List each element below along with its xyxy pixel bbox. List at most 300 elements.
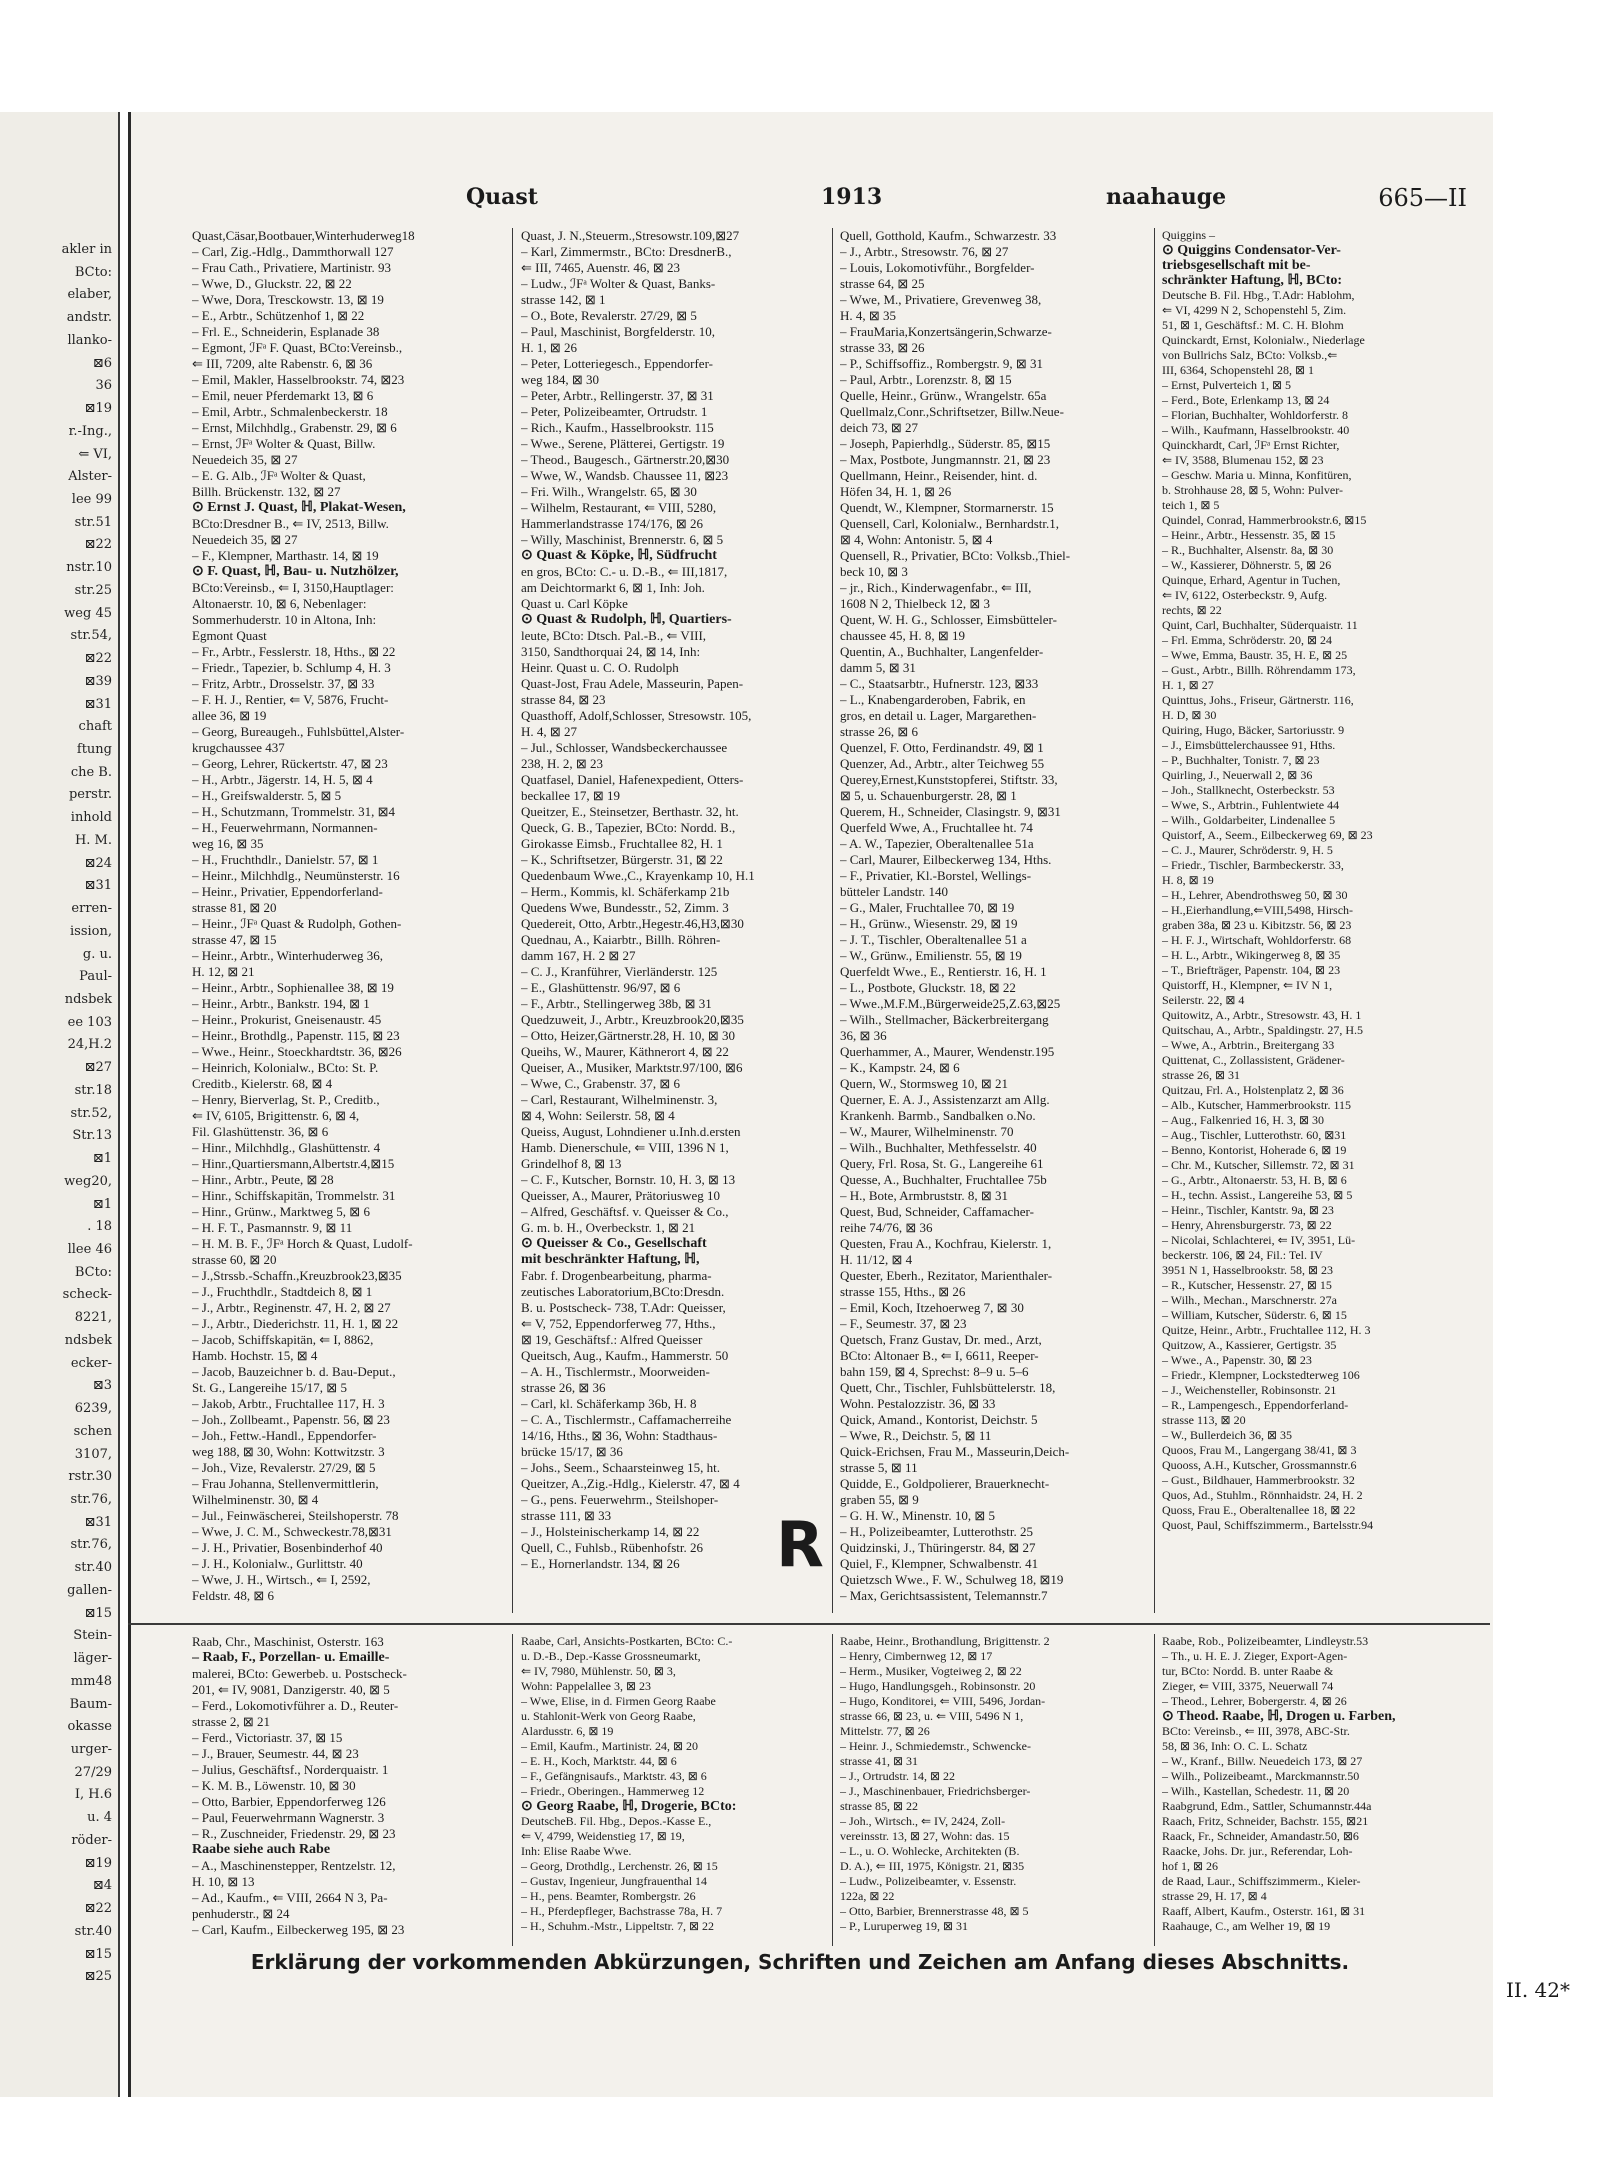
directory-entry: – Joh., Zollbeamt., Papenstr. 56, ⊠ 23 [192,1412,390,1427]
prev-page-fragment: . 18 [87,1219,112,1235]
directory-entry: Mittelstr. 77, ⊠ 26 [840,1724,930,1738]
directory-entry: – Florian, Buchhalter, Wohldorferstr. 8 [1162,408,1348,422]
directory-entry: Neuedeich 35, ⊠ 27 [192,452,298,467]
directory-entry: – Wilhelm, Restaurant, ⇐ VIII, 5280, [521,500,717,515]
directory-entry: de Raad, Laur., Schiffszimmerm., Kieler- [1162,1874,1361,1888]
column-rule [1154,1634,1155,1946]
directory-entry: Quietzsch Wwe., F. W., Schulweg 18, ⊠19 [840,1572,1064,1587]
directory-entry: – H., Greifswalderstr. 5, ⊠ 5 [192,788,342,803]
directory-entry: ⇐ VI, 4299 N 2, Schopenstehl 5, Zim. [1162,303,1347,317]
prev-page-fragment: str.51 [74,514,112,530]
directory-entry: Quesse, A., Buchhalter, Fruchtallee 75b [840,1172,1047,1187]
directory-entry: Querhammer, A., Maurer, Wendenstr.195 [840,1044,1055,1059]
directory-entry: – Hinr., Grünw., Marktweg 5, ⊠ 6 [192,1204,370,1219]
directory-entry: Quendt, W., Klempner, Stormarnerstr. 15 [840,500,1054,515]
directory-entry: Quidzinski, J., Thüringerstr. 84, ⊠ 27 [840,1540,1036,1555]
directory-entry: strasse 26, ⊠ 6 [840,724,919,739]
directory-entry: Heinr. Quast u. C. O. Rudolph [521,660,679,675]
directory-entry: Quentin, A., Buchhalter, Langenfelder- [840,644,1044,659]
prev-page-fragment: g. u. [82,946,112,962]
directory-entry: Quednau, A., Kaiarbtr., Billh. Röhren- [521,932,721,947]
directory-entry: Quellmalz,Conr.,Schriftsetzer, Billw.Neue- [840,404,1064,419]
prev-page-fragment: str.40 [74,1560,112,1576]
directory-entry: Quoos, Frau M., Langergang 38/41, ⊠ 3 [1162,1443,1357,1457]
running-head [131,112,1493,212]
directory-entry: – Carl, kl. Schäferkamp 36b, H. 8 [521,1396,697,1411]
directory-entry: – Peter, Lotteriegesch., Eppendorfer- [521,356,713,371]
column-rule [1154,228,1155,1613]
directory-entry: strasse 113, ⊠ 20 [1162,1413,1246,1427]
directory-entry: Quast u. Carl Köpke [521,596,628,611]
directory-entry: – Jacob, Bauzeichner b. d. Bau-Deput., [192,1364,396,1379]
directory-entry: Quistorff, H., Klempner, ⇐ IV N 1, [1162,978,1333,992]
directory-entry: – R., Zuschneider, Friedenstr. 29, ⊠ 23 [192,1826,396,1841]
directory-entry: – A. H., Tischlermstr., Moorweiden- [521,1364,710,1379]
directory-entry: – Carl, Zig.-Hdlg., Dammthorwall 127 [192,244,394,259]
directory-entry: – H., Schutzmann, Trommelstr. 31, ⊠4 [192,804,396,819]
directory-entry: – Wilh., Kastellan, Schedestr. 11, ⊠ 20 [1162,1784,1350,1798]
directory-entry: – Heinrich, Kolonialw., BCto: St. P. [192,1060,379,1075]
directory-entry: – Wwe, W., Wandsb. Chaussee 11, ⊠23 [521,468,729,483]
directory-entry: – J., Ortrudstr. 14, ⊠ 22 [840,1769,956,1783]
abbreviation-note: Erklärung der vorkommenden Abkürzungen, Schriften und Zeichen am Anfang dieses Abschnitts. [250,1950,1350,1974]
directory-entry: – Wwe, D., Gluckstr. 22, ⊠ 22 [192,276,352,291]
directory-entry: rechts, ⊠ 22 [1162,603,1222,617]
directory-entry: – W., Kassierer, Döhnerstr. 5, ⊠ 26 [1162,558,1332,572]
directory-entry: – Emil, neuer Pferdemarkt 13, ⊠ 6 [192,388,374,403]
directory-entry: – Carl, Kaufm., Eilbeckerweg 195, ⊠ 23 [192,1922,405,1937]
directory-entry: H. 4, ⊠ 35 [840,308,897,323]
directory-entry: Quiggins – [1162,228,1216,242]
directory-entry: – Wwe, C., Grabenstr. 37, ⊠ 6 [521,1076,681,1091]
directory-entry: – J., Weichensteller, Robinsonstr. 21 [1162,1383,1337,1397]
prev-page-fragment: ⊠6 [92,355,112,371]
directory-entry: Quent, W. H. G., Schlosser, Eimsbütteler- [840,612,1057,627]
prev-page-fragment: str.40 [74,1923,112,1939]
prev-page-fragment: str.54, [70,628,112,644]
directory-entry: ⊙ Quast & Köpke, ℍ, Südfrucht [521,548,717,563]
directory-entry: H. 12, ⊠ 21 [192,964,255,979]
directory-entry: Quooss, A.H., Kutscher, Grossmannstr.6 [1162,1458,1357,1472]
directory-entry: – L., Postbote, Gluckstr. 18, ⊠ 22 [840,980,1016,995]
directory-entry: – Heinr., Prokurist, Gneisenaustr. 45 [192,1012,382,1027]
directory-entry: – F., Privatier, Kl.-Borstel, Wellings- [840,868,1032,883]
directory-entry: – Alfred, Geschäftsf. v. Queisser & Co., [521,1204,729,1219]
directory-entry: – Rich., Kaufm., Hasselbrookstr. 115 [521,420,714,435]
directory-entry: – H., Arbtr., Jägerstr. 14, H. 5, ⊠ 4 [192,772,373,787]
directory-entry: – J. H., Kolonialw., Gurlittstr. 40 [192,1556,363,1571]
directory-entry: – Heinr., Milchhdlg., Neumünsterstr. 16 [192,868,400,883]
prev-page-fragment: Paul- [79,969,112,985]
directory-entry: – Friedr., Oberingen., Hammerweg 12 [521,1784,705,1798]
directory-entry: – J., Arbtr., Reginenstr. 47, H. 2, ⊠ 27 [192,1300,391,1315]
directory-entry: – H., Polizeibeamter, Lutterothstr. 25 [840,1524,1033,1539]
directory-entry: – Geschw. Maria u. Minna, Konfitüren, [1162,468,1352,482]
directory-entry: Zieger, ⇐ VIII, 3375, Neuerwall 74 [1162,1679,1334,1693]
directory-entry: – R., Buchhalter, Alsenstr. 8a, ⊠ 30 [1162,543,1334,557]
directory-entry: – Peter, Arbtr., Rellingerstr. 37, ⊠ 31 [521,388,714,403]
directory-entry: – Otto, Barbier, Brennerstrasse 48, ⊠ 5 [840,1904,1029,1918]
directory-entry: en gros, BCto: C.- u. D.-B., ⇐ III,1817, [521,564,728,579]
directory-entry: – O., Bote, Revalerstr. 27/29, ⊠ 5 [521,308,697,323]
directory-entry: – Chr. M., Kutscher, Sillemstr. 72, ⊠ 31 [1162,1158,1355,1172]
prev-page-fragment: str.76, [70,1537,112,1553]
directory-entry: teich 1, ⊠ 5 [1162,498,1220,512]
directory-entry: Query, Frl. Rosa, St. G., Langereihe 61 [840,1156,1044,1171]
directory-entry: Quinttus, Johs., Friseur, Gärtnerstr. 116, [1162,693,1354,707]
directory-entry: – E. H., Koch, Marktstr. 44, ⊠ 6 [521,1754,677,1768]
directory-entry: – Emil, Koch, Itzehoerweg 7, ⊠ 30 [840,1300,1024,1315]
directory-entry: Hammerlandstrasse 174/176, ⊠ 26 [521,516,704,531]
prev-page-fragment: r.-Ing., [68,423,112,439]
directory-entry: – Heinr., Arbtr., Hessenstr. 35, ⊠ 15 [1162,528,1336,542]
directory-entry: – Heinr., Brothdlg., Papenstr. 115, ⊠ 23 [192,1028,400,1043]
prev-page-fragment: urger- [70,1742,112,1757]
directory-entry: – G., Arbtr., Altonaerstr. 53, H. B, ⊠ 6 [1162,1173,1347,1187]
prev-page-fragment: ee 103 [67,1014,112,1030]
prev-page-fragment: elaber, [67,287,112,303]
directory-entry: – Wwe., Heinr., Stoeckhardtstr. 36, ⊠26 [192,1044,402,1059]
directory-entry: Quitschau, A., Arbtr., Spaldingstr. 27, H.5 [1162,1023,1363,1037]
directory-entry: – F., Klempner, Marthastr. 14, ⊠ 19 [192,548,379,563]
directory-entry: Quell, C., Fuhlsb., Rübenhofstr. 26 [521,1540,704,1555]
directory-entry: Quitowitz, A., Arbtr., Stresowstr. 43, H. 1 [1162,1008,1362,1022]
directory-entry: – Friedr., Tischler, Barmbeckerstr. 33, [1162,858,1344,872]
directory-entry: 122a, ⊠ 22 [840,1889,895,1903]
directory-entry: Raabe, Rob., Polizeibeamter, Lindleystr.53 [1162,1634,1369,1648]
directory-entry: – Heinr. J., Schmiedemstr., Schwencke- [840,1739,1031,1753]
directory-entry: ⇐ IV, 6122, Osterbeckstr. 9, Aufg. [1162,588,1328,602]
directory-entry: strasse 85, ⊠ 22 [840,1799,919,1813]
directory-entry: – Johs., Seem., Schaarsteinweg 15, ht. [521,1460,720,1475]
prev-page-fragment: ⊠15 [84,1605,112,1621]
directory-entry: – F., Seumestr. 37, ⊠ 23 [840,1316,967,1331]
directory-entry: – H., Pferdepfleger, Bachstrasse 78a, H. 7 [521,1904,723,1918]
directory-entry: – Frau Johanna, Stellenvermittlerin, [192,1476,379,1491]
directory-entry: – Ernst, Milchhdlg., Grabenstr. 29, ⊠ 6 [192,420,397,435]
directory-entry: Querey,Ernest,Kunststopferei, Stiftstr. 33, [840,772,1058,787]
directory-entry: Egmont Quast [192,628,267,643]
directory-entry: – P., Schiffsoffiz., Rombergstr. 9, ⊠ 31 [840,356,1044,371]
directory-entry: – J., Maschinenbauer, Friedrichsberger- [840,1784,1031,1798]
directory-entry: – H., Schuhm.-Mstr., Lippeltstr. 7, ⊠ 22 [521,1919,715,1933]
directory-entry: – Joh., Vize, Revalerstr. 27/29, ⊠ 5 [192,1460,376,1475]
directory-entry: Raahauge, C., am Welher 19, ⊠ 19 [1162,1919,1331,1933]
directory-entry: – H., Lehrer, Abendrothsweg 50, ⊠ 30 [1162,888,1348,902]
directory-entry: G. m. b. H., Overbeckstr. 1, ⊠ 21 [521,1220,696,1235]
directory-entry: – J., Brauer, Seumestr. 44, ⊠ 23 [192,1746,359,1761]
directory-entry: strasse 84, ⊠ 23 [521,692,606,707]
directory-entry: 201, ⇐ IV, 9081, Danzigerstr. 40, ⊠ 5 [192,1682,390,1697]
directory-entry: Feldstr. 48, ⊠ 6 [192,1588,275,1603]
directory-entry: strasse 26, ⊠ 36 [521,1380,606,1395]
directory-entry: – Hinr., Milchhdlg., Glashüttenstr. 4 [192,1140,381,1155]
directory-entry: Quedereit, Otto, Arbtr.,Hegestr.46,H3,⊠30 [521,916,744,931]
directory-entry: – T., Briefträger, Papenstr. 104, ⊠ 23 [1162,963,1341,977]
directory-entry: ⊙ Georg Raabe, ℍ, Drogerie, BCto: [521,1799,737,1814]
directory-entry: strasse 66, ⊠ 23, u. ⇐ VIII, 5496 N 1, [840,1709,1024,1723]
directory-entry: Raab, Chr., Maschinist, Osterstr. 163 [192,1634,384,1649]
directory-entry: – Ad., Kaufm., ⇐ VIII, 2664 N 3, Pa- [192,1890,388,1905]
prev-page-fragment: ⊠31 [84,1514,112,1530]
directory-entry: – Gustav, Ingenieur, Jungfrauenthal 14 [521,1874,708,1888]
directory-entry: ⊙ Quast & Rudolph, ℍ, Quartiers- [521,612,732,627]
prev-page-fragment: ⊠4 [92,1878,112,1894]
directory-entry: – J., Arbtr., Diederichstr. 11, H. 1, ⊠ 22 [192,1316,399,1331]
directory-entry: – Heinr., Tischler, Kantstr. 9a, ⊠ 23 [1162,1203,1334,1217]
directory-entry: Quatfasel, Daniel, Hafenexpedient, Otters- [521,772,744,787]
directory-entry: – Jul., Feinwäscherei, Steilshoperstr. 78 [192,1508,399,1523]
directory-entry: – H., Feuerwehrmann, Normannen- [192,820,378,835]
directory-entry: – E., Hornerlandstr. 134, ⊠ 26 [521,1556,680,1571]
directory-entry: – Emil, Arbtr., Schmalenbeckerstr. 18 [192,404,388,419]
directory-entry: 58, ⊠ 36, Inh: O. C. L. Schatz [1162,1739,1308,1753]
directory-entry: – Max, Gerichtsassistent, Telemannstr.7 [840,1588,1048,1603]
directory-entry: – Heinr., Arbtr., Sophienallee 38, ⊠ 19 [192,980,394,995]
directory-entry: – Ferd., Victoriastr. 37, ⊠ 15 [192,1730,343,1745]
columns_top-column-4 [1162,228,1452,1613]
directory-entry: Raabe siehe auch Rabe [192,1842,331,1857]
directory-entry: – Aug., Tischler, Lutterothstr. 60, ⊠31 [1162,1128,1347,1142]
columns_top-column-3 [840,228,1130,1613]
directory-entry: – Theod., Lehrer, Bobergerstr. 4, ⊠ 26 [1162,1694,1347,1708]
directory-entry: – Ferd., Lokomotivführer a. D., Reuter- [192,1698,399,1713]
directory-entry: ⇐ IV, 3588, Blumenau 152, ⊠ 23 [1162,453,1324,467]
directory-entry: H. 1, ⊠ 26 [521,340,578,355]
directory-entry: – Carl, Restaurant, Wilhelminenstr. 3, [521,1092,718,1107]
directory-entry: – L., u. O. Wohlecke, Architekten (B. [840,1844,1020,1858]
directory-entry: – Wwe, A., Arbtrin., Breitergang 33 [1162,1038,1335,1052]
directory-entry: strasse 155, Hths., ⊠ 26 [840,1284,966,1299]
directory-entry: – Theod., Baugesch., Gärtnerstr.20,⊠30 [521,452,730,467]
directory-entry: Krankenh. Barmb., Sandbalken o.No. [840,1108,1036,1123]
directory-entry: – Ferd., Bote, Erlenkamp 13, ⊠ 24 [1162,393,1330,407]
directory-entry: Quasthoff, Adolf,Schlosser, Stresowstr. 105, [521,708,752,723]
prev-page-fragment: u. 4 [87,1810,112,1826]
directory-entry: Altonaerstr. 10, ⊠ 6, Nebenlager: [192,596,367,611]
directory-entry: Quenzel, F. Otto, Ferdinandstr. 49, ⊠ 1 [840,740,1044,755]
prev-page-fragment: ⊠31 [84,878,112,894]
directory-entry: Quedzuweit, J., Arbtr., Kreuzbrook20,⊠35 [521,1012,744,1027]
prev-page-fragment: okasse [67,1719,112,1735]
directory-entry: H. 11/12, ⊠ 4 [840,1252,913,1267]
previous-page-edge [0,112,120,2097]
directory-entry: H. D, ⊠ 30 [1162,708,1217,722]
directory-entry: Wohn: Pappelallee 3, ⊠ 23 [521,1679,652,1693]
directory-entry: Raach, Fritz, Schneider, Bachstr. 155, ⊠21 [1162,1814,1369,1828]
columns_bottom-column-4 [1162,1634,1452,1946]
directory-entry: graben 38a, ⊠ 23 u. Kibitzstr. 56, ⊠ 23 [1162,918,1352,932]
directory-entry: – Wwe., Serene, Plätterei, Gertigstr. 19 [521,436,725,451]
directory-entry: – Ernst, ℐFᵃ Wolter & Quast, Billw. [192,436,376,451]
prev-page-fragment: ⊠24 [84,855,112,871]
directory-entry: – L., Knabengarderoben, Fabrik, en [840,692,1026,707]
directory-entry: – J.,Strssb.-Schaffn.,Kreuzbrook23,⊠35 [192,1268,402,1283]
directory-entry: Quern, W., Stormsweg 10, ⊠ 21 [840,1076,1008,1091]
directory-entry: Raacke, Johs. Dr. jur., Referendar, Loh- [1162,1844,1353,1858]
directory-entry: hof 1, ⊠ 26 [1162,1859,1219,1873]
directory-entry: Queitsch, Aug., Kaufm., Hammerstr. 50 [521,1348,729,1363]
prev-page-fragment: str.76, [70,1492,112,1507]
directory-entry: – Nicolai, Schlachterei, ⇐ IV, 3951, Lü- [1162,1233,1356,1247]
directory-entry: Quast,Cäsar,Bootbauer,Winterhuderweg18 [192,228,415,243]
directory-entry: – Wilh., Goldarbeiter, Lindenallee 5 [1162,813,1336,827]
directory-entry: – Frl. E., Schneiderin, Esplanade 38 [192,324,380,339]
directory-entry: – Wilh., Mechan., Marschnerstr. 27a [1162,1293,1337,1307]
prev-page-fragment: Stein- [73,1628,112,1644]
directory-entry: – Th., u. H. E. J. Zieger, Export-Agen- [1162,1649,1348,1663]
directory-entry: – Hinr., Arbtr., Peute, ⊠ 28 [192,1172,334,1187]
columns_bottom-column-1 [192,1634,482,1946]
prev-page-fragment: llanko- [67,332,112,348]
directory-entry: strasse 81, ⊠ 20 [192,900,277,915]
directory-entry: – Friedr., Tapezier, b. Schlump 4, H. 3 [192,660,391,675]
directory-entry: – Wwe, R., Deichstr. 5, ⊠ 11 [840,1428,992,1443]
directory-entry: – C. F., Kutscher, Bornstr. 10, H. 3, ⊠ 13 [521,1172,736,1187]
directory-entry: – W., Bullerdeich 36, ⊠ 35 [1162,1428,1293,1442]
directory-entry: brücke 15/17, ⊠ 36 [521,1444,623,1459]
directory-entry: H. 8, ⊠ 19 [1162,873,1214,887]
directory-entry: damm 167, H. 2 ⊠ 27 [521,948,636,963]
section-divider [128,1623,1490,1625]
directory-entry: strasse 60, ⊠ 20 [192,1252,277,1267]
directory-entry: gros, en detail u. Lager, Margarethen- [840,708,1037,723]
directory-entry: Creditb., Kielerstr. 68, ⊠ 4 [192,1076,333,1091]
directory-entry: – F. H. J., Rentier, ⇐ V, 5876, Frucht- [192,692,389,707]
directory-entry: – William, Kutscher, Süderstr. 6, ⊠ 15 [1162,1308,1347,1322]
directory-entry: – Gust., Bildhauer, Hammerbrookstr. 32 [1162,1473,1355,1487]
directory-entry: ⊙ Ernst J. Quast, ℍ, Plakat-Wesen, [192,500,406,515]
prev-page-fragment: ⊠22 [84,1901,112,1917]
directory-entry: – Egmont, ℐFᵃ F. Quast, BCto:Vereinsb., [192,340,403,355]
prev-page-fragment: akler in [61,242,112,257]
directory-entry: Questen, Frau A., Kochfrau, Kielerstr. 1, [840,1236,1052,1251]
directory-entry: – Peter, Polizeibeamter, Ortrudstr. 1 [521,404,708,419]
directory-entry: am Deichtormarkt 6, ⊠ 1, Inh: Joh. [521,580,705,595]
directory-entry: – J., Fruchthdlr., Stadtdeich 8, ⊠ 1 [192,1284,373,1299]
columns_top-column-1 [192,228,482,1613]
prev-page-fragment: 3107, [74,1446,112,1462]
directory-entry: 51, ⊠ 1, Geschäftsf.: M. C. H. Blohm [1162,318,1344,332]
directory-entry: tur, BCto: Nordd. B. unter Raabe & [1162,1664,1334,1678]
directory-entry: – Henry, Ahrensburgerstr. 73, ⊠ 22 [1162,1218,1332,1232]
directory-entry: – Hugo, Handlungsgeh., Robinsonstr. 20 [840,1679,1036,1693]
directory-entry: ⊠ 4, Wohn: Seilerstr. 58, ⊠ 4 [521,1108,675,1123]
directory-entry: – Gust., Arbtr., Billh. Röhrendamm 173, [1162,663,1356,677]
directory-entry: Queiser, A., Musiker, Marktstr.97/100, ⊠6 [521,1060,743,1075]
prev-page-fragment: läger- [73,1651,112,1667]
directory-entry: Quester, Eberh., Rezitator, Marienthaler- [840,1268,1053,1283]
directory-entry: – Jul., Schlosser, Wandsbeckerchaussee [521,740,728,755]
directory-entry: – Henry, Cimbernweg 12, ⊠ 17 [840,1649,993,1663]
prev-page-fragment: ⊠22 [84,537,112,553]
directory-entry: Neuedeich 35, ⊠ 27 [192,532,298,547]
directory-entry: Querner, E. A. J., Assistenzarzt am Allg. [840,1092,1050,1107]
directory-entry: zeutisches Laboratorium,BCto:Dresdn. [521,1284,725,1299]
directory-entry: reihe 74/76, ⊠ 36 [840,1220,933,1235]
prev-page-fragment: ndsbek [64,992,112,1007]
directory-entry: – Wilh., Stellmacher, Bäckerbreitergang [840,1012,1049,1027]
directory-entry: Fabr. f. Drogenbearbeitung, pharma- [521,1268,712,1283]
directory-entry: Inh: Elise Raabe Wwe. [521,1844,632,1858]
directory-entry: – Herm., Musiker, Vogteiweg 2, ⊠ 22 [840,1664,1022,1678]
directory-entry: Quinckardt, Ernst, Kolonialw., Niederlage [1162,333,1365,347]
directory-entry: bütteler Landstr. 140 [840,884,948,899]
directory-entry: Queihs, W., Maurer, Käthnerort 4, ⊠ 22 [521,1044,729,1059]
directory-entry: Quellmann, Heinr., Reisender, hint. d. [840,468,1038,483]
directory-entry: Quinckhardt, Carl, ℐFᵃ Ernst Richter, [1162,438,1340,452]
directory-entry: – Alb., Kutscher, Hammerbrookstr. 115 [1162,1098,1352,1112]
directory-entry: schränkter Haftung, ℍ, BCto: [1162,273,1343,288]
directory-entry: 3951 N 1, Hasselbrookstr. 58, ⊠ 23 [1162,1263,1334,1277]
directory-entry: Quedenbaum Wwe.,C., Krayenkamp 10, H.1 [521,868,755,883]
prev-page-fragment: BCto: [74,1264,112,1280]
directory-entry: Raaff, Albert, Kaufm., Osterstr. 161, ⊠ 31 [1162,1904,1366,1918]
directory-entry: ⇐ V, 4799, Weidenstieg 17, ⊠ 19, [521,1829,685,1843]
directory-entry: – E. G. Alb., ℐFᵃ Wolter & Quast, [192,468,366,483]
directory-entry: B. u. Postscheck- 738, T.Adr: Queisser, [521,1300,726,1315]
directory-entry: Quiring, Hugo, Bäcker, Sartoriusstr. 9 [1162,723,1345,737]
prev-page-fragment: 36 [95,378,112,394]
prev-page-fragment: ⊠27 [84,1060,112,1076]
directory-entry: – Louis, Lokomotivführ., Borgfelder- [840,260,1035,275]
directory-entry: Querfeldt Wwe., E., Rentierstr. 16, H. 1 [840,964,1047,979]
prev-page-fragment: I, H.6 [74,1787,112,1803]
directory-entry: beckerstr. 106, ⊠ 24, Fil.: Tel. IV [1162,1248,1323,1262]
directory-entry: ⇐ IV, 6105, Brigittenstr. 6, ⊠ 4, [192,1108,360,1123]
directory-entry: 1608 N 2, Thielbeck 12, ⊠ 3 [840,596,991,611]
directory-entry: Quistorf, A., Seem., Eilbeckerweg 69, ⊠ 23 [1162,828,1373,842]
prev-page-fragment: BCto: [74,264,112,280]
directory-entry: – H., Grünw., Wiesenstr. 29, ⊠ 19 [840,916,1018,931]
directory-entry: Quidde, E., Goldpolierer, Brauerknecht- [840,1476,1050,1491]
directory-entry: strasse 5, ⊠ 11 [840,1460,918,1475]
directory-entry: – Georg, Lehrer, Rückertstr. 47, ⊠ 23 [192,756,388,771]
directory-entry: strasse 2, ⊠ 21 [192,1714,271,1729]
directory-entry: malerei, BCto: Gewerbeb. u. Postscheck- [192,1666,407,1681]
directory-entry: – Ernst, Pulverteich 1, ⊠ 5 [1162,378,1292,392]
directory-entry: – Hugo, Konditorei, ⇐ VIII, 5496, Jordan- [840,1694,1046,1708]
directory-entry: ⇐ III, 7465, Auenstr. 46, ⊠ 23 [521,260,680,275]
directory-entry: – H. F. J., Wirtschaft, Wohldorferstr. 68 [1162,933,1352,947]
directory-entry: – Carl, Maurer, Eilbeckerweg 134, Hths. [840,852,1052,867]
prev-page-fragment: ⊠19 [84,1855,112,1871]
directory-entry: – Wwe, Dora, Tresckowstr. 13, ⊠ 19 [192,292,384,307]
directory-entry: weg 188, ⊠ 30, Wohn: Kottwitzstr. 3 [192,1444,385,1459]
directory-entry: – Wilh., Polizeibeamt., Marckmannstr.50 [1162,1769,1360,1783]
directory-entry: chaussee 45, H. 8, ⊠ 19 [840,628,965,643]
directory-entry: Quitzau, Frl. A., Holstenplatz 2, ⊠ 36 [1162,1083,1344,1097]
column-rule [512,1634,513,1946]
directory-entry: – Herm., Kommis, kl. Schäferkamp 21b [521,884,730,899]
directory-entry: u. D.-B., Dep.-Kasse Grossneumarkt, [521,1649,701,1663]
prev-page-fragment: Baum- [69,1696,112,1712]
prev-page-fragment: gallen- [67,1582,112,1598]
prev-page-fragment: ⊠1 [92,1151,112,1167]
directory-entry: – Emil, Kaufm., Martinistr. 24, ⊠ 20 [521,1739,699,1753]
directory-entry: Quast, J. N.,Steuerm.,Stresowstr.109,⊠27 [521,228,740,243]
prev-page-fragment: nstr.10 [66,560,112,576]
prev-page-fragment: ⊠1 [92,1196,112,1212]
directory-entry: Hamb. Dienerschule, ⇐ VIII, 1396 N 1, [521,1140,729,1155]
directory-entry: – FrauMaria,Konzertsängerin,Schwarze- [840,324,1052,339]
header-year: 1913 [821,184,883,210]
directory-entry: strasse 64, ⊠ 25 [840,276,925,291]
directory-entry: – Wwe, J. C. M., Schweckestr.78,⊠31 [192,1524,392,1539]
directory-entry: – Paul, Feuerwehrmann Wagnerstr. 3 [192,1810,385,1825]
directory-entry: Quos, Ad., Stuhlm., Rönnhaidstr. 24, H. 2 [1162,1488,1363,1502]
prev-page-fragment: 6239, [74,1401,112,1417]
